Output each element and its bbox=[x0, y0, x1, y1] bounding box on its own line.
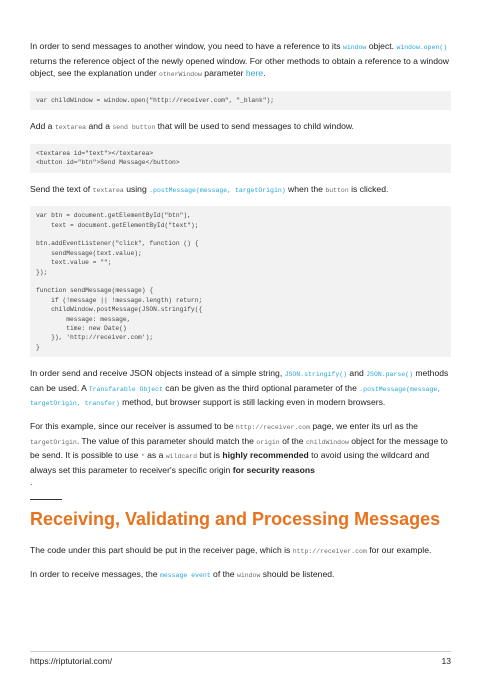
inline-code-origin: origin bbox=[256, 438, 280, 446]
text: In order send and receive JSON objects instead of a simple string, bbox=[30, 368, 285, 379]
inline-code-json-parse[interactable]: JSON.parse() bbox=[366, 371, 413, 379]
text: methods can be used. A bbox=[30, 368, 449, 393]
text: is clicked. bbox=[348, 183, 389, 194]
paragraph-send-text bbox=[30, 183, 451, 198]
text: In order to send messages to another window, you need to have a reference to its bbox=[30, 41, 343, 51]
text: when the bbox=[285, 183, 326, 194]
text: can be given as the third optional parameter of the bbox=[162, 382, 360, 393]
text: returns the reference object of the newly opened window. For other methods to obtain a reference to a window object, see the explanation under bbox=[30, 55, 449, 79]
text: should be listened. bbox=[260, 568, 335, 579]
inline-code-window: window bbox=[236, 571, 261, 579]
inline-code-message-event[interactable]: message event bbox=[159, 571, 211, 579]
text: parameter bbox=[201, 68, 246, 79]
code-block-send-message-js: var btn = document.getElementById("btn"), text = document.getElementById("text"); btn.addEventListener("click", function () { sendMessage(text.value); text.value = ""; }); function sendMessage(message) { if (!message || !message.length) return; childWindow.postMessage(JSON.stringify({ message: message, time: new Date() }), 'http://receiver.com'); } bbox=[30, 206, 451, 357]
inline-code-asterisk: * bbox=[140, 453, 145, 461]
inline-code-textarea: textarea bbox=[92, 186, 124, 194]
inline-code-transferable-object[interactable]: Transfarable Object bbox=[88, 385, 163, 393]
text: but is bbox=[197, 450, 223, 461]
text: that will be used to send messages to child window. bbox=[155, 121, 355, 132]
inline-code-button: button bbox=[325, 186, 349, 194]
inline-code-json-stringify[interactable]: JSON.stringify() bbox=[284, 371, 348, 379]
text: . The value of this parameter should match the bbox=[76, 435, 257, 446]
page-content bbox=[30, 40, 451, 591]
inline-code-receiver-url: http://receiver.com bbox=[235, 424, 310, 432]
footer-divider bbox=[30, 651, 451, 652]
inline-code-wildcard: wildcard bbox=[165, 453, 197, 461]
text: . bbox=[263, 68, 266, 79]
inline-code-targetorigin: targetOrigin bbox=[30, 438, 77, 446]
section-heading: Receiving, Validating and Processing Messages bbox=[30, 509, 441, 530]
code-block-open-window: var childWindow = window.open("http://receiver.com", "_blank"); bbox=[30, 91, 451, 110]
text: and bbox=[347, 368, 367, 379]
text: for our example. bbox=[366, 545, 432, 556]
text: of the bbox=[279, 435, 306, 446]
paragraph-window-reference bbox=[30, 40, 451, 82]
text: The code under this part should be put in the receiver page, which is bbox=[30, 545, 293, 556]
inline-code-window[interactable]: window bbox=[342, 44, 367, 51]
inline-code-send-button: send button bbox=[112, 124, 156, 132]
text: . bbox=[30, 477, 33, 488]
inline-code-receiver-url: http://receiver.com bbox=[292, 548, 367, 556]
paragraph-json-objects bbox=[30, 367, 451, 411]
text: page, we enter its url as the bbox=[310, 421, 418, 432]
inline-code-postmessage-transfer[interactable]: .postMessage(message, targetOrigin, transfer) bbox=[30, 385, 442, 408]
text: method, but browser support is still lacking even in modern browsers. bbox=[119, 397, 386, 408]
code-block-html-markup: <textarea id="text"></textarea> <button id="btn">Send Message</button> bbox=[30, 144, 451, 173]
text: Send the text of bbox=[30, 183, 93, 194]
text: In order to receive messages, the bbox=[30, 568, 160, 579]
paragraph-target-origin bbox=[30, 420, 451, 489]
footer-url[interactable]: https://riptutorial.com/ bbox=[30, 656, 113, 666]
inline-code-childwindow: childWindow bbox=[305, 438, 349, 446]
text: For this example, since our receiver is assumed to be bbox=[30, 421, 236, 432]
paragraph-add-textarea bbox=[30, 120, 451, 135]
paragraph-receiver-page bbox=[30, 544, 451, 559]
inline-code-textarea: textarea bbox=[54, 124, 87, 132]
text: object. bbox=[366, 41, 397, 51]
text: object for the message to be send. It is possible to use bbox=[30, 435, 448, 461]
text: to avoid using the wildcard and always set this parameter to receiver's specific origin bbox=[30, 450, 430, 475]
text: of the bbox=[210, 568, 237, 579]
bold-security-reasons: for security reasons bbox=[232, 464, 315, 475]
page-number: 13 bbox=[441, 656, 451, 666]
inline-code-otherwindow: otherWindow bbox=[159, 71, 202, 79]
inline-code-postmessage[interactable]: .postMessage(message, targetOrigin) bbox=[149, 186, 286, 194]
text: and a bbox=[86, 121, 113, 132]
here-link[interactable]: here bbox=[245, 68, 264, 79]
text: as a bbox=[144, 450, 166, 461]
text: Add a bbox=[30, 121, 55, 132]
paragraph-message-event bbox=[30, 568, 451, 583]
inline-code-window-open[interactable]: window.open() bbox=[396, 44, 448, 51]
section-divider bbox=[30, 499, 62, 500]
text: using bbox=[123, 183, 150, 194]
bold-highly-recommended: highly recommended bbox=[222, 450, 309, 461]
